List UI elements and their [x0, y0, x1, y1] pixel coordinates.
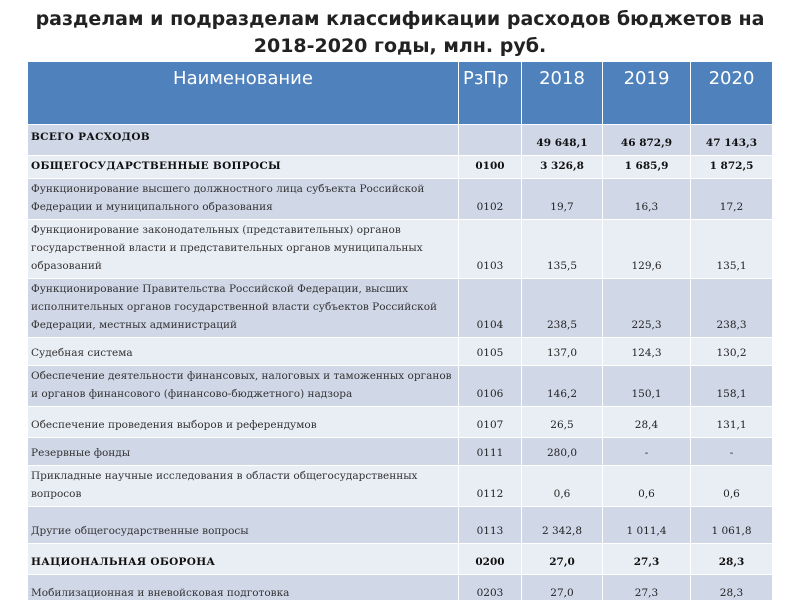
row-value-2018: 137,0 [522, 338, 603, 366]
row-value-2020: 135,1 [691, 220, 773, 279]
row-name: Функционирование законодательных (представительных) органов государственной власти и представительных органов муниципальных образований [28, 220, 459, 279]
row-value-2019: 150,1 [603, 366, 691, 407]
row-code: 0112 [459, 466, 522, 507]
row-name: Мобилизационная и вневойсковая подготовка [28, 575, 459, 600]
row-name: Функционирование высшего должностного лица субъекта Российской Федерации и муниципального образования [28, 179, 459, 220]
row-value-2019: - [603, 438, 691, 466]
row-name: Прикладные научные исследования в области общегосударственных вопросов [28, 466, 459, 507]
header-2018: 2018 [522, 62, 603, 125]
row-value-2018: 49 648,1 [522, 125, 603, 156]
row-value-2019: 1 685,9 [603, 156, 691, 179]
table-row [28, 338, 773, 366]
row-value-2019: 129,6 [603, 220, 691, 279]
row-name: Резервные фонды [28, 438, 459, 466]
document-title [0, 0, 800, 62]
row-value-2020: 28,3 [691, 544, 773, 575]
header-2019: 2019 [603, 62, 691, 125]
table-row [28, 179, 773, 220]
row-value-2018: 26,5 [522, 407, 603, 438]
row-value-2019: 27,3 [603, 544, 691, 575]
table-row [28, 544, 773, 575]
row-value-2020: 158,1 [691, 366, 773, 407]
table-row [28, 507, 773, 544]
row-name: Функционирование Правительства Российской Федерации, высших исполнительных органов государственной власти субъектов Российской Федерации, местных администраций [28, 279, 459, 338]
row-value-2019: 46 872,9 [603, 125, 691, 156]
row-value-2018: 27,0 [522, 544, 603, 575]
table-row [28, 125, 773, 156]
row-code: 0100 [459, 156, 522, 179]
row-code: 0106 [459, 366, 522, 407]
row-value-2020: 131,1 [691, 407, 773, 438]
table-row [28, 438, 773, 466]
row-value-2019: 124,3 [603, 338, 691, 366]
row-value-2020: 0,6 [691, 466, 773, 507]
row-value-2020: 47 143,3 [691, 125, 773, 156]
row-code: 0111 [459, 438, 522, 466]
row-value-2019: 28,4 [603, 407, 691, 438]
header-code: РзПр [459, 62, 522, 125]
row-name: ВСЕГО РАСХОДОВ [28, 125, 459, 156]
row-value-2019: 0,6 [603, 466, 691, 507]
row-code: 0102 [459, 179, 522, 220]
row-value-2018: 280,0 [522, 438, 603, 466]
row-name: Судебная система [28, 338, 459, 366]
table-row [28, 279, 773, 338]
table-row [28, 466, 773, 507]
row-code: 0105 [459, 338, 522, 366]
row-value-2018: 2 342,8 [522, 507, 603, 544]
row-value-2018: 0,6 [522, 466, 603, 507]
header-name: Наименование [28, 62, 459, 125]
row-code: 0104 [459, 279, 522, 338]
row-name: ОБЩЕГОСУДАРСТВЕННЫЕ ВОПРОСЫ [28, 156, 459, 179]
row-value-2020: 28,3 [691, 575, 773, 600]
row-value-2020: - [691, 438, 773, 466]
row-value-2018: 135,5 [522, 220, 603, 279]
row-code: 0107 [459, 407, 522, 438]
row-value-2019: 16,3 [603, 179, 691, 220]
row-code: 0103 [459, 220, 522, 279]
row-value-2019: 27,3 [603, 575, 691, 600]
table-row [28, 407, 773, 438]
row-code: 0200 [459, 544, 522, 575]
table-row [28, 575, 773, 600]
row-value-2019: 1 011,4 [603, 507, 691, 544]
table-header-row [28, 62, 773, 125]
row-value-2018: 27,0 [522, 575, 603, 600]
row-value-2020: 1 061,8 [691, 507, 773, 544]
row-name: Другие общегосударственные вопросы [28, 507, 459, 544]
row-value-2018: 146,2 [522, 366, 603, 407]
table-row [28, 366, 773, 407]
row-value-2018: 238,5 [522, 279, 603, 338]
row-name: Обеспечение деятельности финансовых, налоговых и таможенных органов и органов финансового (финансово-бюджетного) надзора [28, 366, 459, 407]
row-value-2018: 3 326,8 [522, 156, 603, 179]
row-code: 0203 [459, 575, 522, 600]
row-code: 0113 [459, 507, 522, 544]
title-line-2: 2018-2020 годы, млн. руб. [253, 35, 547, 57]
table-row [28, 220, 773, 279]
row-value-2020: 17,2 [691, 179, 773, 220]
title-line-1: разделам и подразделам классификации расходов бюджетов на [35, 8, 765, 30]
row-value-2020: 130,2 [691, 338, 773, 366]
header-2020: 2020 [691, 62, 773, 125]
table-row [28, 156, 773, 179]
row-value-2019: 225,3 [603, 279, 691, 338]
budget-table [27, 61, 773, 600]
row-value-2018: 19,7 [522, 179, 603, 220]
row-code [459, 125, 522, 156]
row-name: НАЦИОНАЛЬНАЯ ОБОРОНА [28, 544, 459, 575]
row-value-2020: 238,3 [691, 279, 773, 338]
row-value-2020: 1 872,5 [691, 156, 773, 179]
row-name: Обеспечение проведения выборов и референдумов [28, 407, 459, 438]
